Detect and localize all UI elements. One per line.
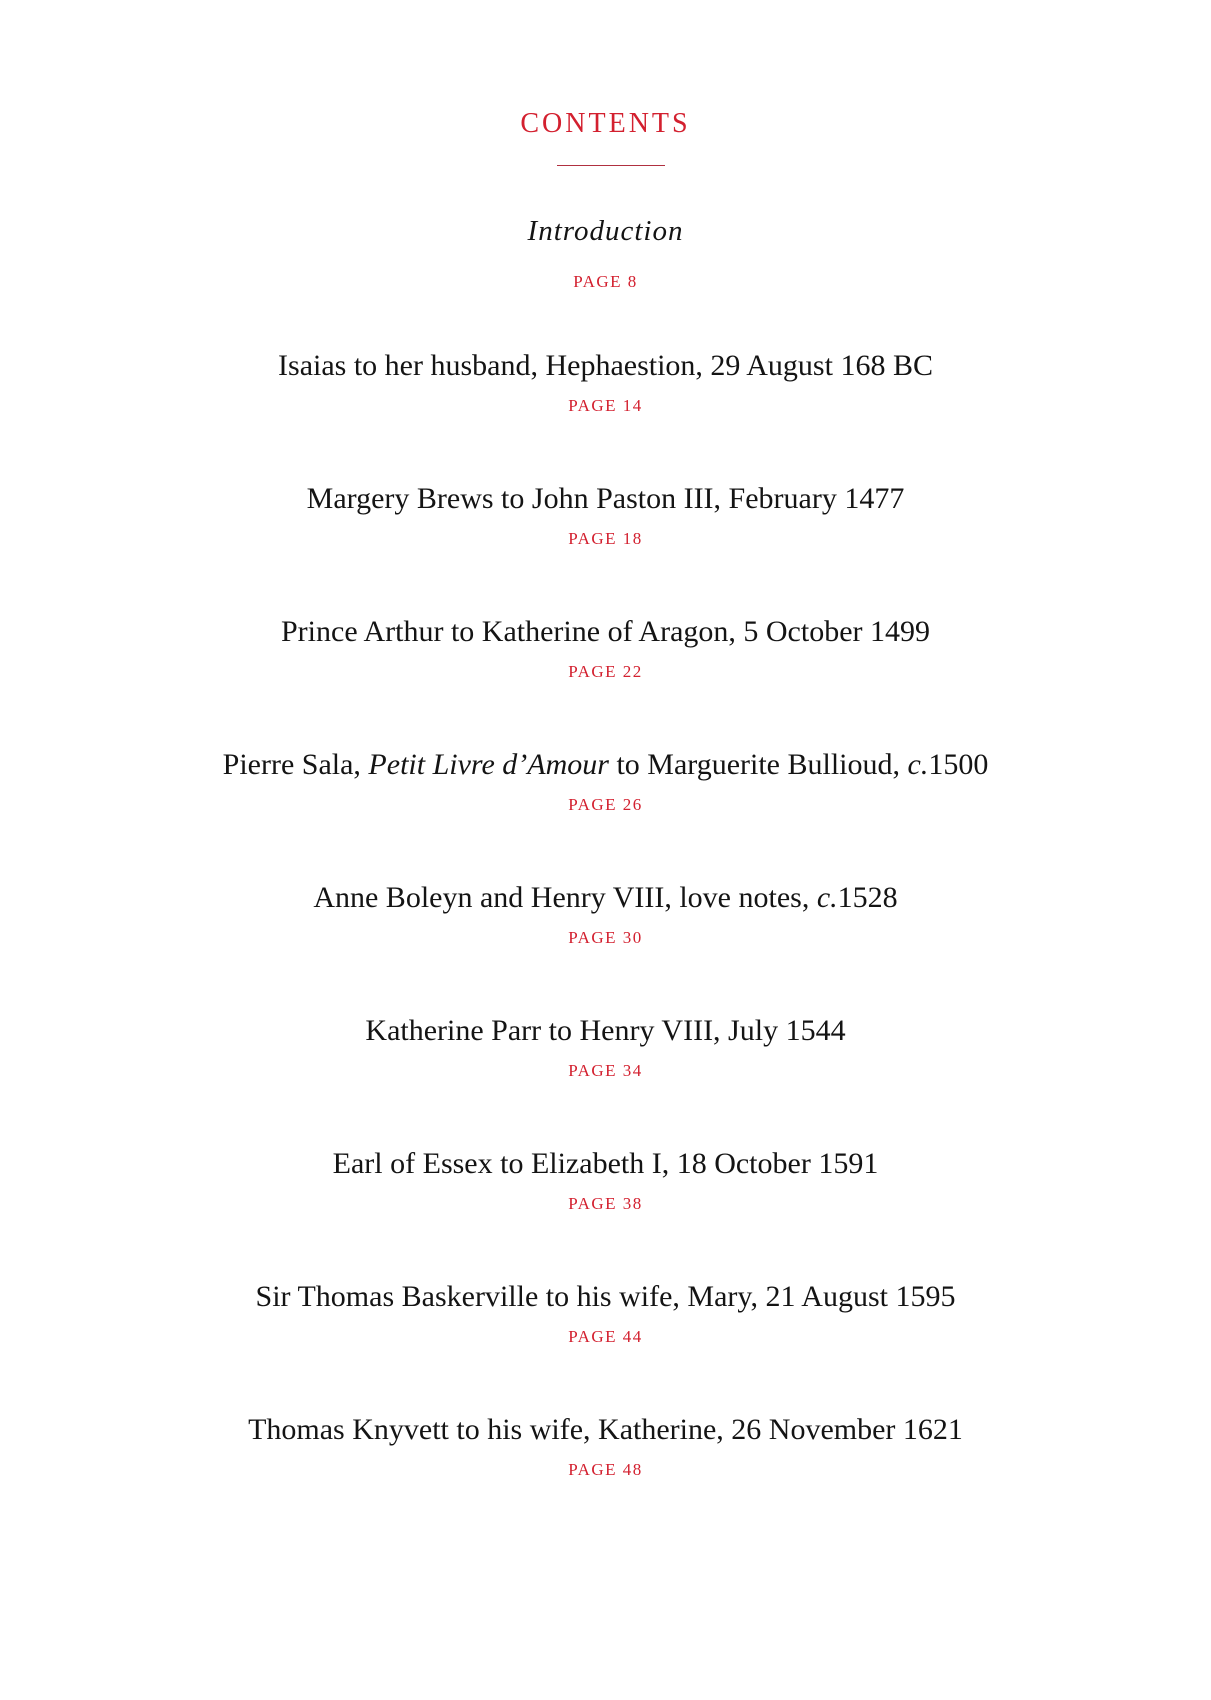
entry-title bbox=[0, 1279, 1211, 1315]
entry-title-text: Margery Brews to John Paston III, February 1477 bbox=[306, 482, 905, 515]
entry-title-italic: Petit Livre d’Amour bbox=[368, 748, 609, 781]
entry-page-number: PAGE 22 bbox=[568, 662, 643, 681]
introduction-page: PAGE 8 bbox=[573, 272, 638, 291]
entry-title-text: Pierre Sala, bbox=[222, 748, 369, 781]
entry-title bbox=[0, 1013, 1211, 1049]
entry-title-text: Anne Boleyn and Henry VIII, love notes, bbox=[313, 881, 817, 914]
entry-title-text: Isaias to her husband, Hephaestion, 29 August 168 BC bbox=[278, 349, 933, 382]
entry-title-text: 1500 bbox=[928, 748, 989, 781]
entry-title bbox=[0, 1146, 1211, 1182]
entry-title bbox=[0, 614, 1211, 650]
entry-page-number: PAGE 44 bbox=[568, 1327, 643, 1346]
entry-page-number: PAGE 18 bbox=[568, 529, 643, 548]
contents-entry bbox=[0, 348, 1211, 416]
entry-title bbox=[0, 880, 1211, 916]
contents-entry bbox=[0, 1013, 1211, 1081]
entry-title-text: Katherine Parr to Henry VIII, July 1544 bbox=[365, 1014, 846, 1047]
entry-title-italic: c. bbox=[816, 881, 838, 914]
entry-page-number: PAGE 48 bbox=[568, 1460, 643, 1479]
contents-entry bbox=[0, 1412, 1211, 1480]
entry-page-number: PAGE 30 bbox=[568, 928, 643, 947]
entry-page-number: PAGE 38 bbox=[568, 1194, 643, 1213]
entry-title-text: to Marguerite Bullioud, bbox=[608, 748, 908, 781]
contents-heading: CONTENTS bbox=[520, 108, 691, 139]
entry-page-number: PAGE 26 bbox=[568, 795, 643, 814]
entry-title bbox=[0, 481, 1211, 517]
entry-title-text: 1528 bbox=[837, 881, 898, 914]
contents-entry bbox=[0, 747, 1211, 815]
contents-entry bbox=[0, 880, 1211, 948]
entry-title-text: Sir Thomas Baskerville to his wife, Mary, 21 August 1595 bbox=[255, 1280, 956, 1313]
entry-title bbox=[0, 747, 1211, 783]
heading-divider bbox=[557, 165, 665, 166]
contents-entry bbox=[0, 481, 1211, 549]
introduction-title: Introduction bbox=[527, 215, 684, 247]
entry-page-number: PAGE 14 bbox=[568, 396, 643, 415]
entry-title bbox=[0, 348, 1211, 384]
entry-title-text: Thomas Knyvett to his wife, Katherine, 26 November 1621 bbox=[248, 1413, 963, 1446]
entry-title-text: Earl of Essex to Elizabeth I, 18 October 1591 bbox=[332, 1147, 879, 1180]
contents-entry bbox=[0, 614, 1211, 682]
entry-page-number: PAGE 34 bbox=[568, 1061, 643, 1080]
entry-title bbox=[0, 1412, 1211, 1448]
contents-entry bbox=[0, 1279, 1211, 1347]
entry-title-italic: c. bbox=[907, 748, 929, 781]
contents-entry bbox=[0, 1146, 1211, 1214]
entry-title-text: Prince Arthur to Katherine of Aragon, 5 October 1499 bbox=[281, 615, 930, 648]
